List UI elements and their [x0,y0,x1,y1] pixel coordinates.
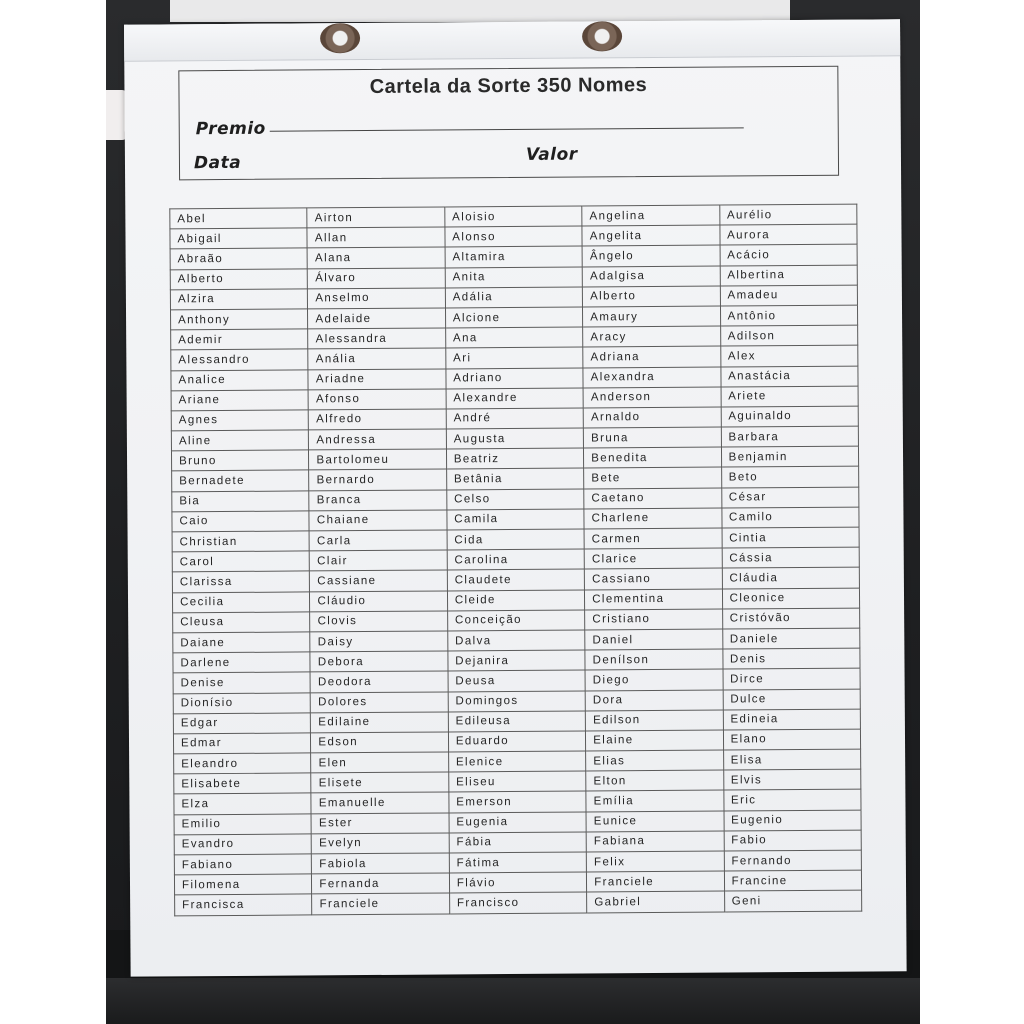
name-cell: Edineia [723,709,861,730]
name-cell: Elisa [723,749,861,770]
name-cell: Cássia [722,547,860,568]
name-cell: Alessandro [171,349,309,370]
name-cell: Filomena [174,874,312,895]
name-cell: Anthony [171,309,309,330]
name-cell: Emília [586,790,724,811]
name-cell: Elza [174,793,312,814]
name-cell: César [721,487,859,508]
name-cell: Alex [720,345,858,366]
name-cell: Camilo [721,507,859,528]
name-cell: Cristóvão [722,608,860,629]
name-cell: Ângelo [582,245,720,266]
name-cell: Dalva [448,630,586,651]
name-cell: Denise [173,672,311,693]
name-cell: Afonso [308,389,446,410]
name-cell: Eunice [586,811,724,832]
valor-label: Valor [525,144,578,165]
name-cell: Elenice [448,751,586,772]
raffle-card-paper [124,19,907,976]
name-cell: Benedita [584,447,722,468]
name-cell: Adelaide [308,308,446,329]
name-cell: Elton [586,770,724,791]
name-cell: Cassiano [584,568,722,589]
backdrop-top-sheet [170,0,790,22]
name-cell: Aurora [719,224,857,245]
grommet-left-icon [320,23,360,53]
premio-label: Premio [195,118,266,140]
name-cell: Eliseu [449,771,587,792]
name-cell: Fabio [724,830,862,851]
name-cell: Daisy [310,631,448,652]
name-cell: Acácio [720,244,858,265]
name-cell: Fabiola [312,853,450,874]
name-cell: Emanuelle [311,792,449,813]
name-cell: Gabriel [587,891,725,912]
name-cell: Clovis [310,611,448,632]
name-cell: Ariane [171,390,309,411]
name-cell: Dolores [311,691,449,712]
name-cell: Francisca [175,894,313,915]
name-cell: Cleusa [173,612,311,633]
name-cell: Cassiane [310,570,448,591]
name-cell: Bruna [584,427,722,448]
name-cell: Denis [722,648,860,669]
name-cell: Altamira [445,246,583,267]
name-cell: Edgar [173,713,311,734]
name-cell: Caio [172,511,310,532]
card-binding-strip [124,19,900,61]
name-cell: Clarissa [172,571,310,592]
name-cell: Angelita [582,225,720,246]
name-cell: Adilson [720,325,858,346]
name-cell: Adalgisa [582,266,720,287]
name-cell: Elisabete [174,773,312,794]
name-cell: Ademir [171,329,309,350]
name-cell: Camila [447,509,585,530]
data-label: Data [193,152,242,174]
name-cell: Aline [171,430,309,451]
name-cell: Airton [307,207,445,228]
name-cell: Emerson [449,791,587,812]
name-cell: Beatriz [446,448,584,469]
name-cell: Cintia [722,527,860,548]
name-cell: Edmar [173,733,311,754]
name-cell: Arnaldo [583,407,721,428]
name-cell: Ari [446,347,584,368]
card-header-box [178,66,839,181]
name-cell: Emilio [174,814,312,835]
name-cell: Domingos [448,691,586,712]
name-cell: Daiane [173,632,311,653]
name-cell: Abel [170,208,308,229]
name-cell: Abraão [170,248,308,269]
name-cell: Cláudio [310,591,448,612]
name-cell: Dionísio [173,692,311,713]
name-cell: Denílson [585,649,723,670]
name-cell: Edileusa [448,711,586,732]
name-cell: Aurélio [719,204,857,225]
name-cell: Amaury [583,306,721,327]
name-cell: Ester [311,813,449,834]
name-cell: Eric [723,790,861,811]
name-cell: Carla [309,530,447,551]
name-cell: Flávio [449,872,587,893]
name-cell: Evandro [174,834,312,855]
names-grid [169,204,862,916]
name-cell: Cristiano [585,609,723,630]
name-cell: Elaine [586,730,724,751]
name-cell: Carmen [584,528,722,549]
name-cell: Fátima [449,852,587,873]
name-cell: Fabiana [586,831,724,852]
name-cell: Elano [723,729,861,750]
name-cell: Beto [721,467,859,488]
name-cell: Eugenia [449,812,587,833]
name-cell: Bernadete [172,470,310,491]
name-cell: Barbara [721,426,859,447]
name-cell: Aracy [583,326,721,347]
name-cell: Abigail [170,228,308,249]
name-cell: Cecilia [172,591,310,612]
name-cell: Fernando [724,850,862,871]
name-cell: Diego [585,669,723,690]
name-cell: Fábia [449,832,587,853]
name-cell: Charlene [584,508,722,529]
name-cell: Allan [307,227,445,248]
name-cell: Cleonice [722,588,860,609]
name-cell: Elvis [723,769,861,790]
grommet-right-icon [582,21,622,51]
name-cell: Anália [308,348,446,369]
name-cell: Francine [724,870,862,891]
names-grid-body [170,204,862,915]
name-cell: Albertina [720,265,858,286]
name-cell: Branca [309,490,447,511]
name-cell: Carol [172,551,310,572]
card-title: Cartela da Sorte 350 Nomes [369,74,648,98]
name-cell: Alexandra [583,367,721,388]
names-row [175,890,862,915]
name-cell: Anselmo [308,288,446,309]
name-cell: Franciele [312,893,450,914]
name-cell: Conceição [447,610,585,631]
name-cell: Christian [172,531,310,552]
name-cell: Angelina [582,205,720,226]
name-cell: Adriana [583,346,721,367]
name-cell: Fabiano [174,854,312,875]
name-cell: Elen [311,752,449,773]
name-cell: Alexandre [446,388,584,409]
name-cell: Daniele [722,628,860,649]
name-cell: Bete [584,467,722,488]
name-cell: Caetano [584,488,722,509]
name-cell: Andressa [309,429,447,450]
name-cell: Felix [586,851,724,872]
name-cell: Alcione [445,307,583,328]
name-cell: Ariadne [308,368,446,389]
name-cell: Celso [447,489,585,510]
name-cell: Ana [445,327,583,348]
name-cell: Alessandra [308,328,446,349]
name-cell: Deusa [448,670,586,691]
name-cell: Debora [310,651,448,672]
name-cell: Cleide [447,590,585,611]
name-cell: Bruno [171,450,309,471]
name-cell: Carolina [447,549,585,570]
name-cell: Benjamin [721,446,859,467]
name-cell: Anita [445,267,583,288]
name-cell: Aloisio [445,206,583,227]
backdrop-bottom [106,978,920,1024]
name-cell: Clementina [585,589,723,610]
name-cell: Geni [724,890,862,911]
name-cell: Agnes [171,410,309,431]
name-cell: Anderson [583,387,721,408]
name-cell: Eleandro [174,753,312,774]
name-cell: Dejanira [448,650,586,671]
name-cell: André [446,408,584,429]
name-cell: Anastácia [720,366,858,387]
name-cell: Elisete [311,772,449,793]
name-cell: Analice [171,369,309,390]
name-cell: Edilaine [311,712,449,733]
name-cell: Ariete [721,386,859,407]
name-cell: Claudete [447,569,585,590]
name-cell: Antônio [720,305,858,326]
name-cell: Francisco [449,892,587,913]
name-cell: Eugenio [724,810,862,831]
name-cell: Bia [172,491,310,512]
name-cell: Elias [586,750,724,771]
name-cell: Dirce [723,668,861,689]
name-cell: Alana [307,247,445,268]
name-cell: Clair [310,550,448,571]
name-cell: Amadeu [720,285,858,306]
name-cell: Alfredo [309,409,447,430]
name-cell: Dulce [723,689,861,710]
name-cell: Evelyn [312,833,450,854]
name-cell: Adriano [446,368,584,389]
name-cell: Dora [585,690,723,711]
name-cell: Alonso [445,226,583,247]
name-cell: Adália [445,287,583,308]
name-cell: Franciele [587,871,725,892]
name-cell: Cláudia [722,567,860,588]
name-cell: Alzira [170,289,308,310]
premio-write-line [270,127,744,131]
name-cell: Álvaro [308,268,446,289]
name-cell: Bartolomeu [309,449,447,470]
name-cell: Darlene [173,652,311,673]
name-cell: Eduardo [448,731,586,752]
name-cell: Daniel [585,629,723,650]
name-cell: Betânia [446,468,584,489]
name-cell: Deodora [310,671,448,692]
name-cell: Augusta [446,428,584,449]
name-cell: Edson [311,732,449,753]
name-cell: Alberto [170,268,308,289]
name-cell: Aguinaldo [721,406,859,427]
name-cell: Bernardo [309,469,447,490]
name-cell: Fernanda [312,873,450,894]
name-cell: Alberto [583,286,721,307]
name-cell: Edilson [585,710,723,731]
name-cell: Clarice [584,548,722,569]
name-cell: Chaiane [309,510,447,531]
name-cell: Cida [447,529,585,550]
